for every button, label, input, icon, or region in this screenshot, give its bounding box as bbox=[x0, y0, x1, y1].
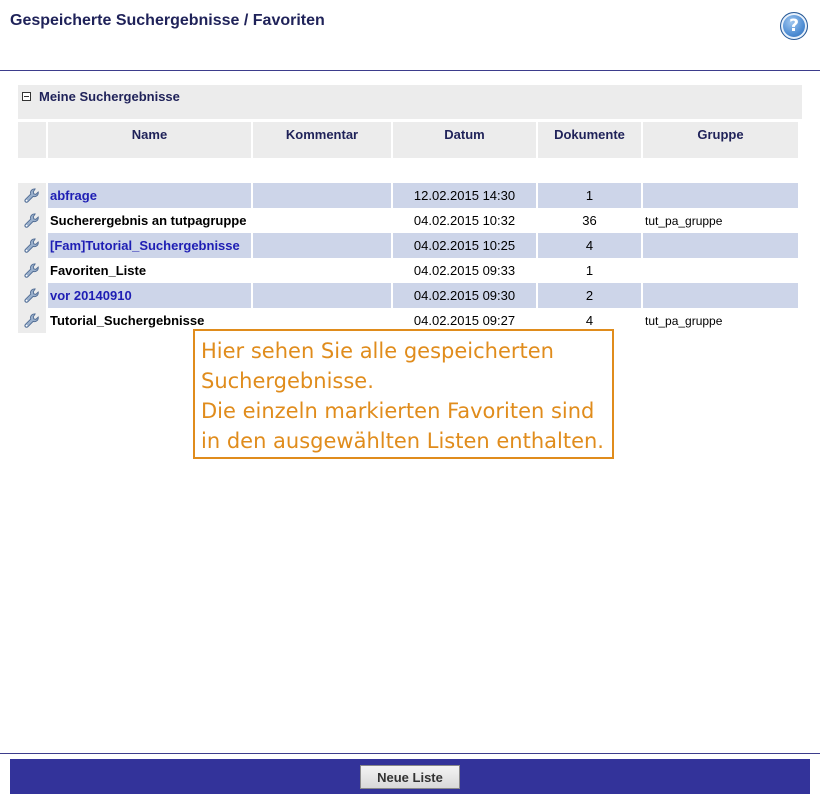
column-header-gruppe[interactable]: Gruppe bbox=[643, 122, 798, 158]
result-name-link[interactable]: Tutorial_Suchergebnisse bbox=[50, 313, 205, 328]
annotation-line: Hier sehen Sie alle gespeicherten bbox=[201, 339, 554, 363]
column-header-name[interactable]: Name bbox=[48, 122, 251, 158]
table-row[interactable] bbox=[18, 208, 798, 233]
table-header-row bbox=[18, 122, 798, 158]
result-comment bbox=[253, 208, 391, 233]
result-date: 04.02.2015 09:33 bbox=[413, 263, 516, 278]
result-name-link[interactable]: vor 20140910 bbox=[48, 283, 251, 308]
result-doc-count: 2 bbox=[538, 283, 641, 308]
result-comment bbox=[253, 283, 391, 308]
wrench-icon[interactable] bbox=[23, 262, 41, 280]
help-button[interactable] bbox=[780, 12, 808, 40]
spacer bbox=[18, 158, 798, 183]
result-doc-count: 4 bbox=[538, 233, 641, 258]
result-comment bbox=[253, 183, 391, 208]
result-group bbox=[643, 233, 798, 258]
wrench-icon[interactable] bbox=[23, 287, 41, 305]
result-name-link[interactable]: Favoriten_Liste bbox=[50, 263, 147, 278]
result-name-link[interactable]: [Fam]Tutorial_Suchergebnisse bbox=[48, 233, 251, 258]
footer-divider bbox=[0, 753, 820, 754]
result-doc-count: 4 bbox=[585, 313, 594, 328]
result-date: 04.02.2015 09:30 bbox=[393, 283, 536, 308]
annotation-line: in den ausgewählten Listen enthalten. bbox=[201, 429, 604, 453]
result-group bbox=[643, 283, 798, 308]
row-actions-cell[interactable] bbox=[18, 233, 46, 258]
table-row[interactable] bbox=[18, 183, 798, 208]
section-title: Meine Suchergebnisse bbox=[39, 89, 180, 104]
column-header-dokumente[interactable]: Dokumente bbox=[538, 122, 641, 158]
row-actions-cell[interactable] bbox=[18, 183, 46, 208]
result-group: tut_pa_gruppe bbox=[645, 213, 723, 228]
row-actions-cell[interactable] bbox=[18, 283, 46, 308]
result-name-link[interactable]: Sucherergebnis an tutpagruppe bbox=[50, 213, 247, 228]
footer-bar bbox=[10, 759, 810, 794]
help-question-icon: ? bbox=[789, 16, 799, 36]
result-date: 04.02.2015 10:25 bbox=[393, 233, 536, 258]
tutorial-annotation bbox=[193, 329, 614, 459]
page-title: Gespeicherte Suchergebnisse / Favoriten bbox=[10, 12, 325, 29]
result-name-link[interactable]: abfrage bbox=[48, 183, 251, 208]
table-row[interactable] bbox=[18, 233, 798, 258]
result-doc-count: 36 bbox=[582, 213, 597, 228]
column-header-kommentar[interactable]: Kommentar bbox=[253, 122, 391, 158]
saved-results-table bbox=[16, 122, 800, 333]
table-row[interactable] bbox=[18, 283, 798, 308]
wrench-icon[interactable] bbox=[23, 237, 41, 255]
column-header-datum[interactable]: Datum bbox=[393, 122, 536, 158]
wrench-icon[interactable] bbox=[23, 212, 41, 230]
result-group bbox=[643, 258, 798, 283]
wrench-icon[interactable] bbox=[23, 187, 41, 205]
result-date: 12.02.2015 14:30 bbox=[393, 183, 536, 208]
collapse-toggle-icon[interactable] bbox=[22, 92, 31, 101]
row-actions-cell[interactable] bbox=[18, 208, 46, 233]
result-doc-count: 1 bbox=[585, 263, 594, 278]
row-actions-cell[interactable] bbox=[18, 308, 46, 333]
row-actions-cell[interactable] bbox=[18, 258, 46, 283]
wrench-icon[interactable] bbox=[23, 312, 41, 330]
new-list-button[interactable]: Neue Liste bbox=[360, 765, 460, 789]
annotation-line: Suchergebnisse. bbox=[201, 369, 374, 393]
table-row[interactable] bbox=[18, 258, 798, 283]
header-divider bbox=[0, 70, 820, 71]
column-header-icon bbox=[18, 122, 46, 158]
annotation-line: Die einzeln markierten Favoriten sind bbox=[201, 399, 595, 423]
result-date: 04.02.2015 10:32 bbox=[413, 213, 516, 228]
result-date: 04.02.2015 09:27 bbox=[413, 313, 516, 328]
result-comment bbox=[253, 233, 391, 258]
result-group: tut_pa_gruppe bbox=[645, 313, 723, 328]
result-group bbox=[643, 183, 798, 208]
section-header bbox=[18, 85, 802, 119]
result-comment bbox=[253, 258, 391, 283]
result-doc-count: 1 bbox=[538, 183, 641, 208]
